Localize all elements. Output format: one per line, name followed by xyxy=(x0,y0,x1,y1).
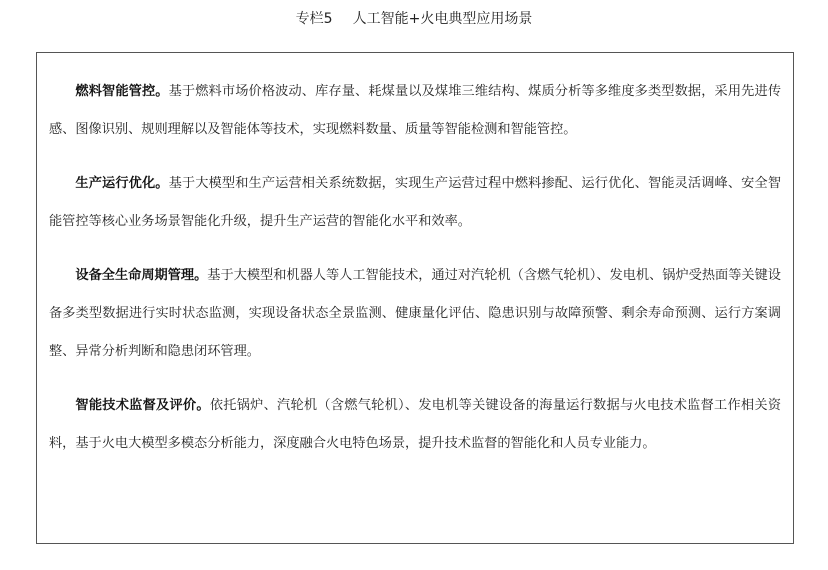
column-title: 人工智能+火电典型应用场景 xyxy=(352,11,533,27)
section-equipment-lifecycle xyxy=(49,257,781,371)
page-title xyxy=(0,8,828,28)
section-body: 基于大模型和生产运营相关系统数据，实现生产运营过程中燃料掺配、运行优化、智能灵活调峰、安全智能管控等核心业务场景智能化升级，提升生产运营的智能化水平和效率。 xyxy=(49,176,782,229)
section-heading: 燃料智能管控。 xyxy=(75,84,169,99)
section-technical-supervision xyxy=(49,387,781,463)
section-heading: 智能技术监督及评价。 xyxy=(75,398,210,413)
section-fuel-management xyxy=(49,73,781,149)
section-body: 基于燃料市场价格波动、库存量、耗煤量以及煤堆三维结构、煤质分析等多维度多类型数据，采用先进传感、图像识别、规则理解以及智能体等技术，实现燃料数量、质量等智能检测和智能管控。 xyxy=(49,84,782,137)
section-body: 基于大模型和机器人等人工智能技术，通过对汽轮机（含燃气轮机）、发电机、锅炉受热面等关键设备多类型数据进行实时状态监测，实现设备状态全景监测、健康量化评估、隐患识别与故障预警、剩余寿命预测、运行方案调整、异常分析判断和隐患闭环管理。 xyxy=(49,268,781,359)
section-heading: 生产运行优化。 xyxy=(75,176,169,191)
section-production-optimization xyxy=(49,165,781,241)
section-body: 依托锅炉、汽轮机（含燃气轮机）、发电机等关键设备的海量运行数据与火电技术监督工作相关资料，基于火电大模型多模态分析能力，深度融合火电特色场景，提升技术监督的智能化和人员专业能力。 xyxy=(49,398,782,451)
content-box xyxy=(36,52,794,544)
column-number: 专栏5 xyxy=(295,11,333,27)
section-heading: 设备全生命周期管理。 xyxy=(75,268,208,283)
